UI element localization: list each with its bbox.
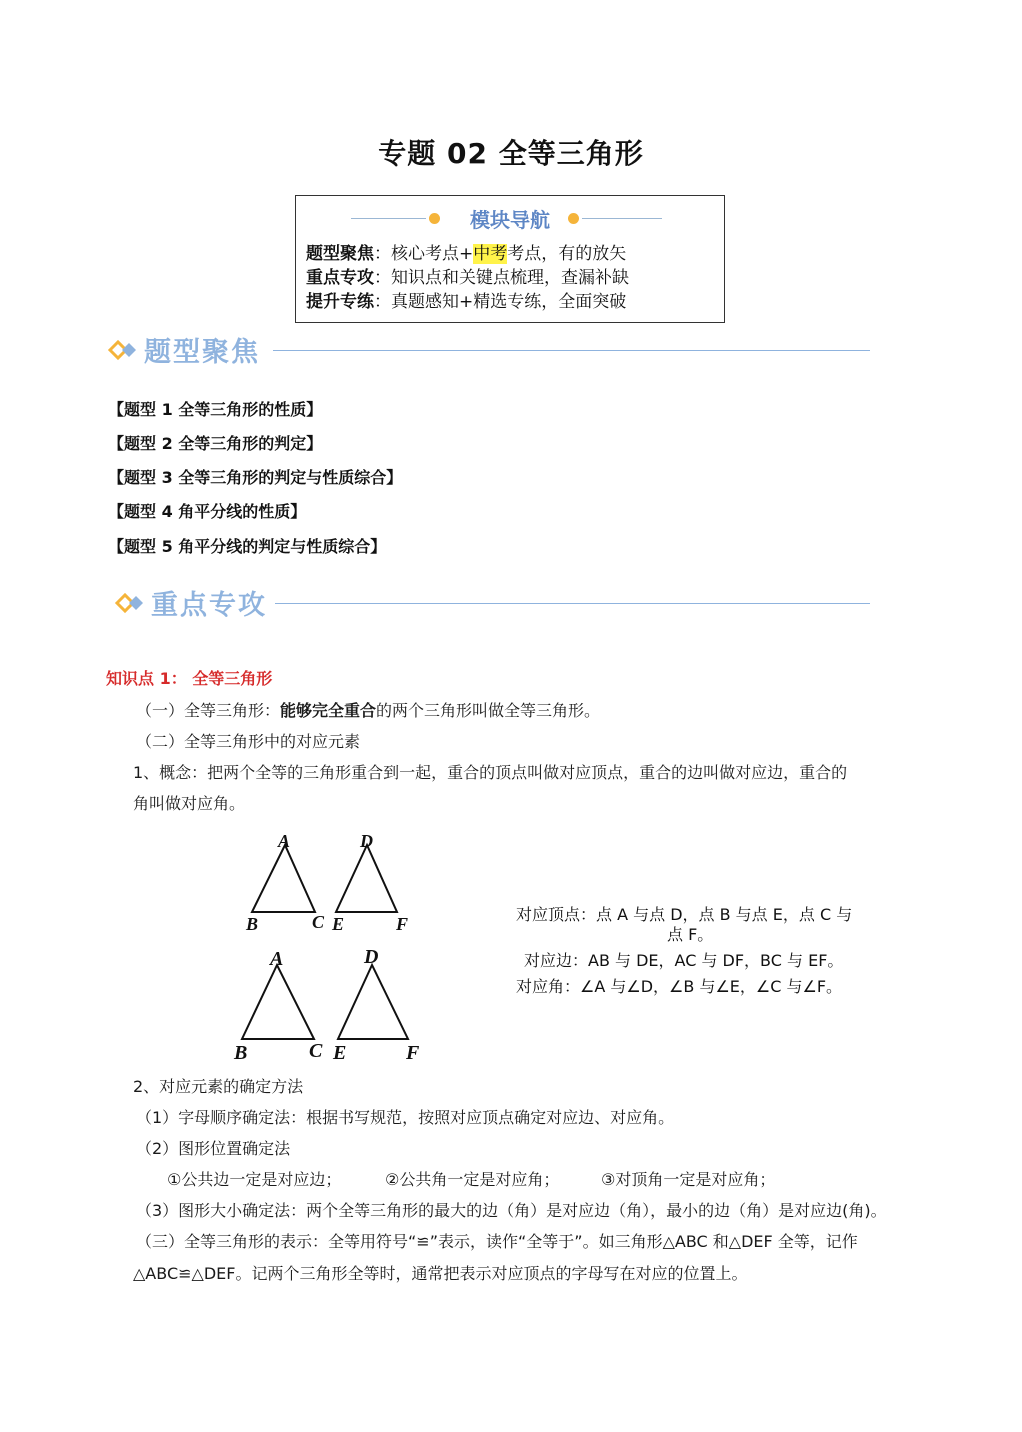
nav-row-sep: ： — [374, 292, 391, 312]
paragraph: 角叫做对应角。 — [133, 794, 246, 813]
corresponding-vertices: 对应顶点：点 A 与点 D，点 B 与点 E，点 C 与 — [516, 905, 853, 924]
page-title: 专题 02 全等三角形 — [378, 137, 644, 170]
nav-row-label: 题型聚焦 — [306, 244, 374, 264]
vertex-label-d: D — [364, 946, 379, 968]
vertex-label-c: C — [312, 912, 325, 932]
triangle-abc-bottom — [242, 965, 314, 1039]
corresponding-vertices-cont: 点 F。 — [667, 925, 714, 944]
module-nav-header — [296, 204, 724, 232]
vertex-label-f: F — [406, 1042, 420, 1064]
method-item: ③对顶角一定是对应角； — [601, 1170, 776, 1189]
nav-row-label: 提升专练 — [306, 292, 374, 312]
triangle-figure — [230, 825, 440, 1070]
type-item: 【题型 2 全等三角形的判定】 — [108, 434, 323, 453]
vertex-label-c: C — [309, 1040, 323, 1062]
corresponding-edges: 对应边：AB 与 DE，AC 与 DF，BC 与 EF。 — [524, 951, 844, 970]
section-divider — [273, 350, 870, 351]
vertex-label-d: D — [360, 831, 373, 851]
paragraph: （3）图形大小确定法：两个全等三角形的最大的边（角）是对应边（角），最小的边（角）是对应边(角)。 — [136, 1201, 887, 1220]
corresponding-angles: 对应角：∠A 与∠D，∠B 与∠E，∠C 与∠F。 — [516, 977, 843, 996]
module-nav-box — [295, 195, 725, 323]
vertex-label-f: F — [396, 914, 409, 934]
double-diamond-icon — [115, 591, 145, 615]
paragraph-text: （一）全等三角形： — [136, 701, 281, 720]
method-item: ②公共角一定是对应角； — [385, 1170, 560, 1189]
paragraph: △ABC≌△DEF。记两个三角形全等时，通常把表示对应顶点的字母写在对应的位置上。 — [133, 1264, 748, 1283]
vertex-label-e: E — [333, 1042, 347, 1064]
section-header-types — [108, 330, 870, 370]
paragraph-text: 的两个三角形叫做全等三角形。 — [376, 701, 601, 720]
nav-row — [306, 239, 626, 264]
vertex-label-e: E — [332, 914, 345, 934]
type-item: 【题型 1 全等三角形的性质】 — [108, 400, 323, 419]
nav-dot-right — [568, 213, 579, 224]
nav-row-label: 重点专攻 — [306, 268, 374, 288]
nav-row-sep: ： — [374, 244, 391, 264]
paragraph — [136, 698, 600, 721]
paragraph: （2）图形位置确定法 — [136, 1139, 291, 1158]
double-diamond-icon — [108, 338, 138, 362]
type-item: 【题型 4 角平分线的性质】 — [108, 502, 307, 521]
nav-row-highlight: 中考 — [473, 244, 508, 264]
section-header-focus — [115, 583, 870, 623]
vertex-label-b: B — [234, 1042, 248, 1064]
paragraph: （1）字母顺序确定法：根据书写规范，按照对应顶点确定对应边、对应角。 — [136, 1108, 675, 1127]
nav-row-sep: ： — [374, 268, 391, 288]
vertex-label-a: A — [278, 831, 291, 851]
section-divider — [275, 603, 870, 604]
module-nav-heading: 模块导航 — [470, 208, 550, 232]
vertex-label-b: B — [246, 914, 259, 934]
type-item: 【题型 3 全等三角形的判定与性质综合】 — [108, 468, 403, 487]
triangle-def-top — [336, 845, 397, 912]
vertex-label-a: A — [270, 948, 284, 970]
section-title: 题型聚焦 — [144, 337, 260, 368]
method-item: ①公共边一定是对应边； — [167, 1170, 342, 1189]
triangle-abc-top — [252, 845, 315, 912]
nav-row-text: 核心考点+ — [391, 244, 474, 264]
section-title: 重点专攻 — [151, 590, 267, 621]
paragraph: （二）全等三角形中的对应元素 — [136, 732, 361, 751]
nav-row-text: 知识点和关键点梳理，查漏补缺 — [391, 268, 629, 288]
nav-row — [306, 287, 626, 312]
nav-row-text: 真题感知+精选专练，全面突破 — [391, 292, 627, 312]
nav-row-text: 考点，有的放矢 — [507, 244, 627, 264]
paragraph: （三）全等三角形的表示：全等用符号“≌”表示，读作“全等于”。如三角形△ABC 和△DEF 全等，记作 — [136, 1232, 858, 1251]
paragraph: 2、对应元素的确定方法 — [133, 1077, 304, 1096]
nav-row — [306, 263, 629, 288]
paragraph: 1、概念：把两个全等的三角形重合到一起，重合的顶点叫做对应顶点，重合的边叫做对应边，重合的 — [133, 763, 848, 782]
triangle-def-bottom — [338, 965, 408, 1039]
type-item: 【题型 5 角平分线的判定与性质综合】 — [108, 537, 387, 556]
knowledge-point-title: 知识点 1： 全等三角形 — [106, 669, 273, 688]
nav-divider-right — [582, 218, 662, 219]
paragraph-bold: 能够完全重合 — [280, 701, 377, 720]
